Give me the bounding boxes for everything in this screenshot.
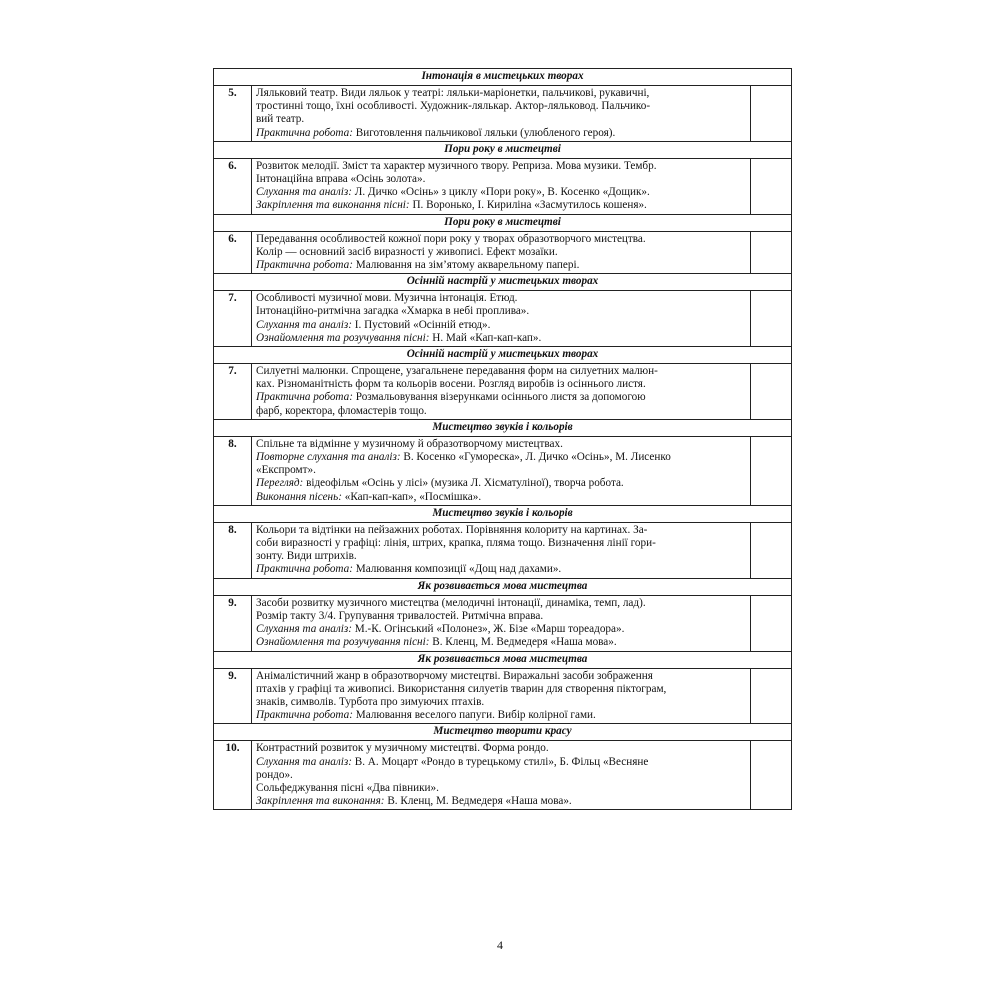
- content-line: [256, 233, 746, 246]
- section-header-row: [214, 214, 792, 231]
- section-header-row: [214, 419, 792, 436]
- content-text: В. А. Моцарт «Рондо в турецькому стилі», Б. Фільц «Весняне: [354, 755, 649, 768]
- lesson-row: [214, 158, 792, 214]
- content-line: [256, 451, 746, 464]
- content-line: [256, 491, 746, 504]
- lesson-row: [214, 522, 792, 578]
- section-header-row: [214, 724, 792, 741]
- content-text: «Експромт».: [256, 464, 316, 477]
- content-text: фарб, коректора, фломастерів тощо.: [256, 404, 427, 417]
- content-text: Сольфеджування пісні «Два півники».: [256, 781, 439, 794]
- section-title: Як розвивається мова мистецтва: [214, 651, 792, 668]
- content-line: [256, 292, 746, 305]
- activity-label: Закріплення та виконання пісні:: [256, 199, 410, 212]
- section-header-row: [214, 347, 792, 364]
- content-line: [256, 365, 746, 378]
- activity-label: Перегляд:: [256, 477, 304, 490]
- content-line: [256, 709, 746, 722]
- lesson-number: 9.: [214, 668, 252, 724]
- content-text: Малювання на зім’ятому акварельному папері.: [355, 259, 580, 272]
- section-title: Інтонація в мистецьких творах: [214, 69, 792, 86]
- content-line: [256, 246, 746, 259]
- content-text: Н. Май «Кап-кап-кап».: [432, 331, 542, 344]
- content-text: Інтонаційно-ритмічна загадка «Хмарка в небі проплива».: [256, 305, 530, 318]
- lesson-content: [252, 522, 751, 578]
- content-text: Контрастний розвиток у музичному мистецтві. Форма рондо.: [256, 742, 549, 755]
- lesson-content: [252, 741, 751, 810]
- lesson-number: 7.: [214, 364, 252, 420]
- section-title: Мистецтво творити красу: [214, 724, 792, 741]
- content-text: Розмальовування візерунками осіннього листя за допомогою: [355, 391, 646, 404]
- activity-label: Практична робота:: [256, 126, 353, 139]
- content-line: [256, 670, 746, 683]
- lesson-number: 5.: [214, 86, 252, 142]
- content-line: [256, 332, 746, 345]
- lesson-row: [214, 291, 792, 347]
- content-line: [256, 623, 746, 636]
- section-header-row: [214, 141, 792, 158]
- content-line: [256, 127, 746, 140]
- section-title: Пори року в мистецтві: [214, 141, 792, 158]
- content-line: [256, 696, 746, 709]
- content-text: Л. Дичко «Осінь» з циклу «Пори року», В. Косенко «Дощик».: [354, 186, 650, 199]
- content-line: [256, 524, 746, 537]
- notes-cell: [751, 158, 792, 214]
- activity-label: Закріплення та виконання:: [256, 795, 385, 808]
- content-line: [256, 319, 746, 332]
- lesson-number: 7.: [214, 291, 252, 347]
- lesson-number: 8.: [214, 522, 252, 578]
- lesson-row: [214, 436, 792, 505]
- content-line: [256, 160, 746, 173]
- content-text: ках. Різноманітність форм та кольорів восени. Розгляд виробів із осіннього листя.: [256, 378, 646, 391]
- activity-label: Слухання та аналіз:: [256, 623, 352, 636]
- lesson-row: [214, 364, 792, 420]
- lesson-content: [252, 158, 751, 214]
- content-text: В. Косенко «Гумореска», Л. Дичко «Осінь», М. Лисенко: [403, 451, 671, 464]
- notes-cell: [751, 291, 792, 347]
- section-title: Осінній настрій у мистецьких творах: [214, 274, 792, 291]
- section-header-row: [214, 274, 792, 291]
- content-line: [256, 782, 746, 795]
- activity-label: Слухання та аналіз:: [256, 755, 352, 768]
- content-line: [256, 186, 746, 199]
- content-line: [256, 550, 746, 563]
- lesson-number: 8.: [214, 436, 252, 505]
- lesson-row: [214, 595, 792, 651]
- lesson-content: [252, 668, 751, 724]
- content-line: [256, 636, 746, 649]
- content-text: Розмір такту 3/4. Групування тривалостей. Ритмічна вправа.: [256, 609, 544, 622]
- content-text: Малювання веселого папуги. Вибір колірної гами.: [355, 709, 596, 722]
- content-text: тростинні тощо, їхні особливості. Художник-лялькар. Актор-ляльковод. Пальчико-: [256, 100, 651, 113]
- content-line: [256, 795, 746, 808]
- content-text: Передавання особливостей кожної пори року у творах образотворчого мистецтва.: [256, 232, 646, 245]
- activity-label: Ознайомлення та розучування пісні:: [256, 331, 430, 344]
- content-line: [256, 199, 746, 212]
- activity-label: Практична робота:: [256, 259, 353, 272]
- lesson-number: 9.: [214, 595, 252, 651]
- content-line: [256, 563, 746, 576]
- content-line: [256, 173, 746, 186]
- activity-label: Практична робота:: [256, 391, 353, 404]
- section-header-row: [214, 505, 792, 522]
- content-line: [256, 391, 746, 404]
- content-text: рондо».: [256, 768, 293, 781]
- activity-label: Ознайомлення та розучування пісні:: [256, 636, 430, 649]
- lesson-content: [252, 364, 751, 420]
- notes-cell: [751, 86, 792, 142]
- content-text: Кольори та відтінки на пейзажних роботах. Порівняння колориту на картинах. За-: [256, 523, 648, 536]
- section-header-row: [214, 578, 792, 595]
- content-text: Анімалістичний жанр в образотворчому мистецтві. Виражальні засоби зображення: [256, 669, 653, 682]
- notes-cell: [751, 741, 792, 810]
- content-text: Ляльковий театр. Види ляльок у театрі: ляльки-маріонетки, пальчикові, рукавичні,: [256, 87, 650, 99]
- section-title: Як розвивається мова мистецтва: [214, 578, 792, 595]
- activity-label: Практична робота:: [256, 709, 353, 722]
- lesson-content: [252, 291, 751, 347]
- content-line: [256, 742, 746, 755]
- notes-cell: [751, 595, 792, 651]
- content-line: [256, 756, 746, 769]
- content-line: [256, 378, 746, 391]
- lesson-content: [252, 86, 751, 142]
- content-text: І. Пустовий «Осінній етюд».: [354, 318, 491, 331]
- section-header-row: [214, 69, 792, 86]
- content-line: [256, 100, 746, 113]
- section-title: Пори року в мистецтві: [214, 214, 792, 231]
- lesson-number: 10.: [214, 741, 252, 810]
- section-title: Мистецтво звуків і кольорів: [214, 419, 792, 436]
- content-text: Колір — основний засіб виразності у живописі. Ефект мозаїки.: [256, 245, 558, 258]
- lesson-row: [214, 668, 792, 724]
- content-text: Малювання композиції «Дощ над дахами».: [355, 563, 562, 576]
- content-text: В. Кленц, М. Ведмедеря «Наша мова».: [387, 795, 572, 808]
- lesson-content: [252, 231, 751, 274]
- lesson-plan-body: [214, 69, 792, 810]
- content-text: «Кап-кап-кап», «Посмішка».: [344, 490, 482, 503]
- page-number: 4: [497, 938, 503, 952]
- notes-cell: [751, 231, 792, 274]
- content-line: [256, 113, 746, 126]
- content-text: Спільне та відмінне у музичному й образотворчому мистецтвах.: [256, 437, 563, 450]
- section-title: Мистецтво звуків і кольорів: [214, 505, 792, 522]
- lesson-content: [252, 595, 751, 651]
- content-text: вий театр.: [256, 113, 305, 126]
- content-text: відеофільм «Осінь у лісі» (музика Л. Хісматуліної), творча робота.: [306, 477, 624, 490]
- content-line: [256, 438, 746, 451]
- lesson-number: 6.: [214, 231, 252, 274]
- content-line: [256, 537, 746, 550]
- lesson-row: [214, 231, 792, 274]
- section-title: Осінній настрій у мистецьких творах: [214, 347, 792, 364]
- content-line: [256, 683, 746, 696]
- content-text: Особливості музичної мови. Музична інтонація. Етюд.: [256, 292, 518, 305]
- content-line: [256, 305, 746, 318]
- activity-label: Слухання та аналіз:: [256, 186, 352, 199]
- content-line: [256, 769, 746, 782]
- lesson-plan-table: [213, 68, 792, 810]
- notes-cell: [751, 364, 792, 420]
- content-line: [256, 87, 746, 100]
- activity-label: Слухання та аналіз:: [256, 318, 352, 331]
- content-text: М.-К. Огінський «Полонез», Ж. Бізе «Марш тореадора».: [354, 623, 625, 636]
- content-line: [256, 597, 746, 610]
- notes-cell: [751, 668, 792, 724]
- lesson-row: [214, 741, 792, 810]
- content-line: [256, 610, 746, 623]
- content-text: Інтонаційна вправа «Осінь золота».: [256, 173, 426, 186]
- lesson-number: 6.: [214, 158, 252, 214]
- content-text: соби виразності у графіці: лінія, штрих, крапка, пляма тощо. Визначення лінії гори-: [256, 537, 656, 550]
- content-line: [256, 464, 746, 477]
- content-line: [256, 477, 746, 490]
- lesson-content: [252, 436, 751, 505]
- notes-cell: [751, 522, 792, 578]
- content-text: В. Кленц, М. Ведмедеря «Наша мова».: [432, 636, 617, 649]
- content-text: птахів у графіці та живописі. Використання силуетів тварин для створення піктограм,: [256, 682, 667, 695]
- activity-label: Практична робота:: [256, 563, 353, 576]
- content-text: Засоби розвитку музичного мистецтва (мелодичні інтонації, динаміка, темп, лад).: [256, 596, 646, 609]
- content-text: знаків, символів. Турбота про зимуючих птахів.: [256, 695, 485, 708]
- activity-label: Виконання пісень:: [256, 490, 342, 503]
- content-text: Силуетні малюнки. Спрощене, узагальнене передавання форм на силуетних малюн-: [256, 365, 658, 378]
- content-text: П. Воронько, І. Кириліна «Засмутилось кошеня».: [412, 199, 647, 212]
- lesson-row: [214, 86, 792, 142]
- activity-label: Повторне слухання та аналіз:: [256, 451, 401, 464]
- notes-cell: [751, 436, 792, 505]
- content-text: зонту. Види штрихів.: [256, 550, 357, 563]
- content-text: Розвиток мелодії. Зміст та характер музичного твору. Реприза. Мова музики. Тембр.: [256, 159, 657, 172]
- section-header-row: [214, 651, 792, 668]
- content-text: Виготовлення пальчикової ляльки (улюбленого героя).: [355, 126, 616, 139]
- content-line: [256, 405, 746, 418]
- content-line: [256, 259, 746, 272]
